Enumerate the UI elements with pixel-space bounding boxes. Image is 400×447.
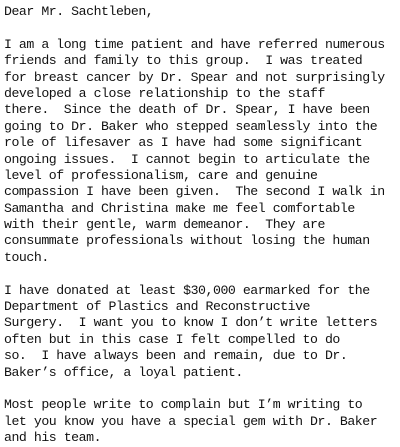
paragraph-line: I am a long time patient and have referred numerous bbox=[4, 36, 385, 52]
paragraph-line: going to Dr. Baker who stepped seamlessly into the bbox=[4, 118, 378, 134]
paragraph-3 bbox=[4, 397, 400, 446]
paragraph-1 bbox=[4, 37, 400, 266]
paragraph-line: Most people write to complain but I’m writing to bbox=[4, 397, 363, 413]
paragraph-line: with their gentle, warm demeanor. They are bbox=[4, 217, 325, 233]
paragraph-line: role of lifesaver as I have had some significant bbox=[4, 135, 363, 151]
salutation: Dear Mr. Sachtleben, bbox=[4, 4, 154, 19]
letter-body bbox=[4, 4, 400, 447]
paragraph-gap bbox=[4, 381, 400, 397]
paragraph-line: ongoing issues. I cannot begin to articulate the bbox=[4, 151, 370, 167]
paragraph-line: consummate professionals without losing the human bbox=[4, 233, 370, 249]
paragraph-line: compassion I have been given. The second I walk in bbox=[4, 184, 385, 200]
paragraph-line: touch. bbox=[4, 249, 49, 265]
paragraph-line: often but in this case I felt compelled to do bbox=[4, 331, 340, 347]
paragraph-line: so. I have always been and remain, due to Dr. bbox=[4, 348, 348, 364]
paragraph-gap bbox=[4, 266, 400, 282]
paragraph-line: friends and family to this group. I was treated bbox=[4, 53, 363, 69]
paragraph-line: Samantha and Christina make me feel comfortable bbox=[4, 200, 355, 216]
paragraph-line: there. Since the death of Dr. Spear, I have been bbox=[4, 102, 370, 118]
paragraph-2 bbox=[4, 283, 400, 381]
paragraph-line: developed a close relationship to the staff bbox=[4, 85, 325, 101]
paragraph-line: level of professionalism, care and genuine bbox=[4, 167, 318, 183]
paragraph-line: Surgery. I want you to know I don’t write letters bbox=[4, 315, 378, 331]
paragraph-line: Department of Plastics and Reconstructive bbox=[4, 299, 311, 315]
paragraph-line: I have donated at least $30,000 earmarked for the bbox=[4, 282, 370, 298]
paragraph-line: and his team. bbox=[4, 430, 102, 446]
paragraph-line: let you know you have a special gem with Dr. Baker bbox=[4, 413, 378, 429]
paragraph-gap bbox=[4, 20, 400, 36]
paragraph-line: Baker’s office, a loyal patient. bbox=[4, 364, 243, 380]
paragraph-line: for breast cancer by Dr. Spear and not surprisingly bbox=[4, 69, 385, 85]
